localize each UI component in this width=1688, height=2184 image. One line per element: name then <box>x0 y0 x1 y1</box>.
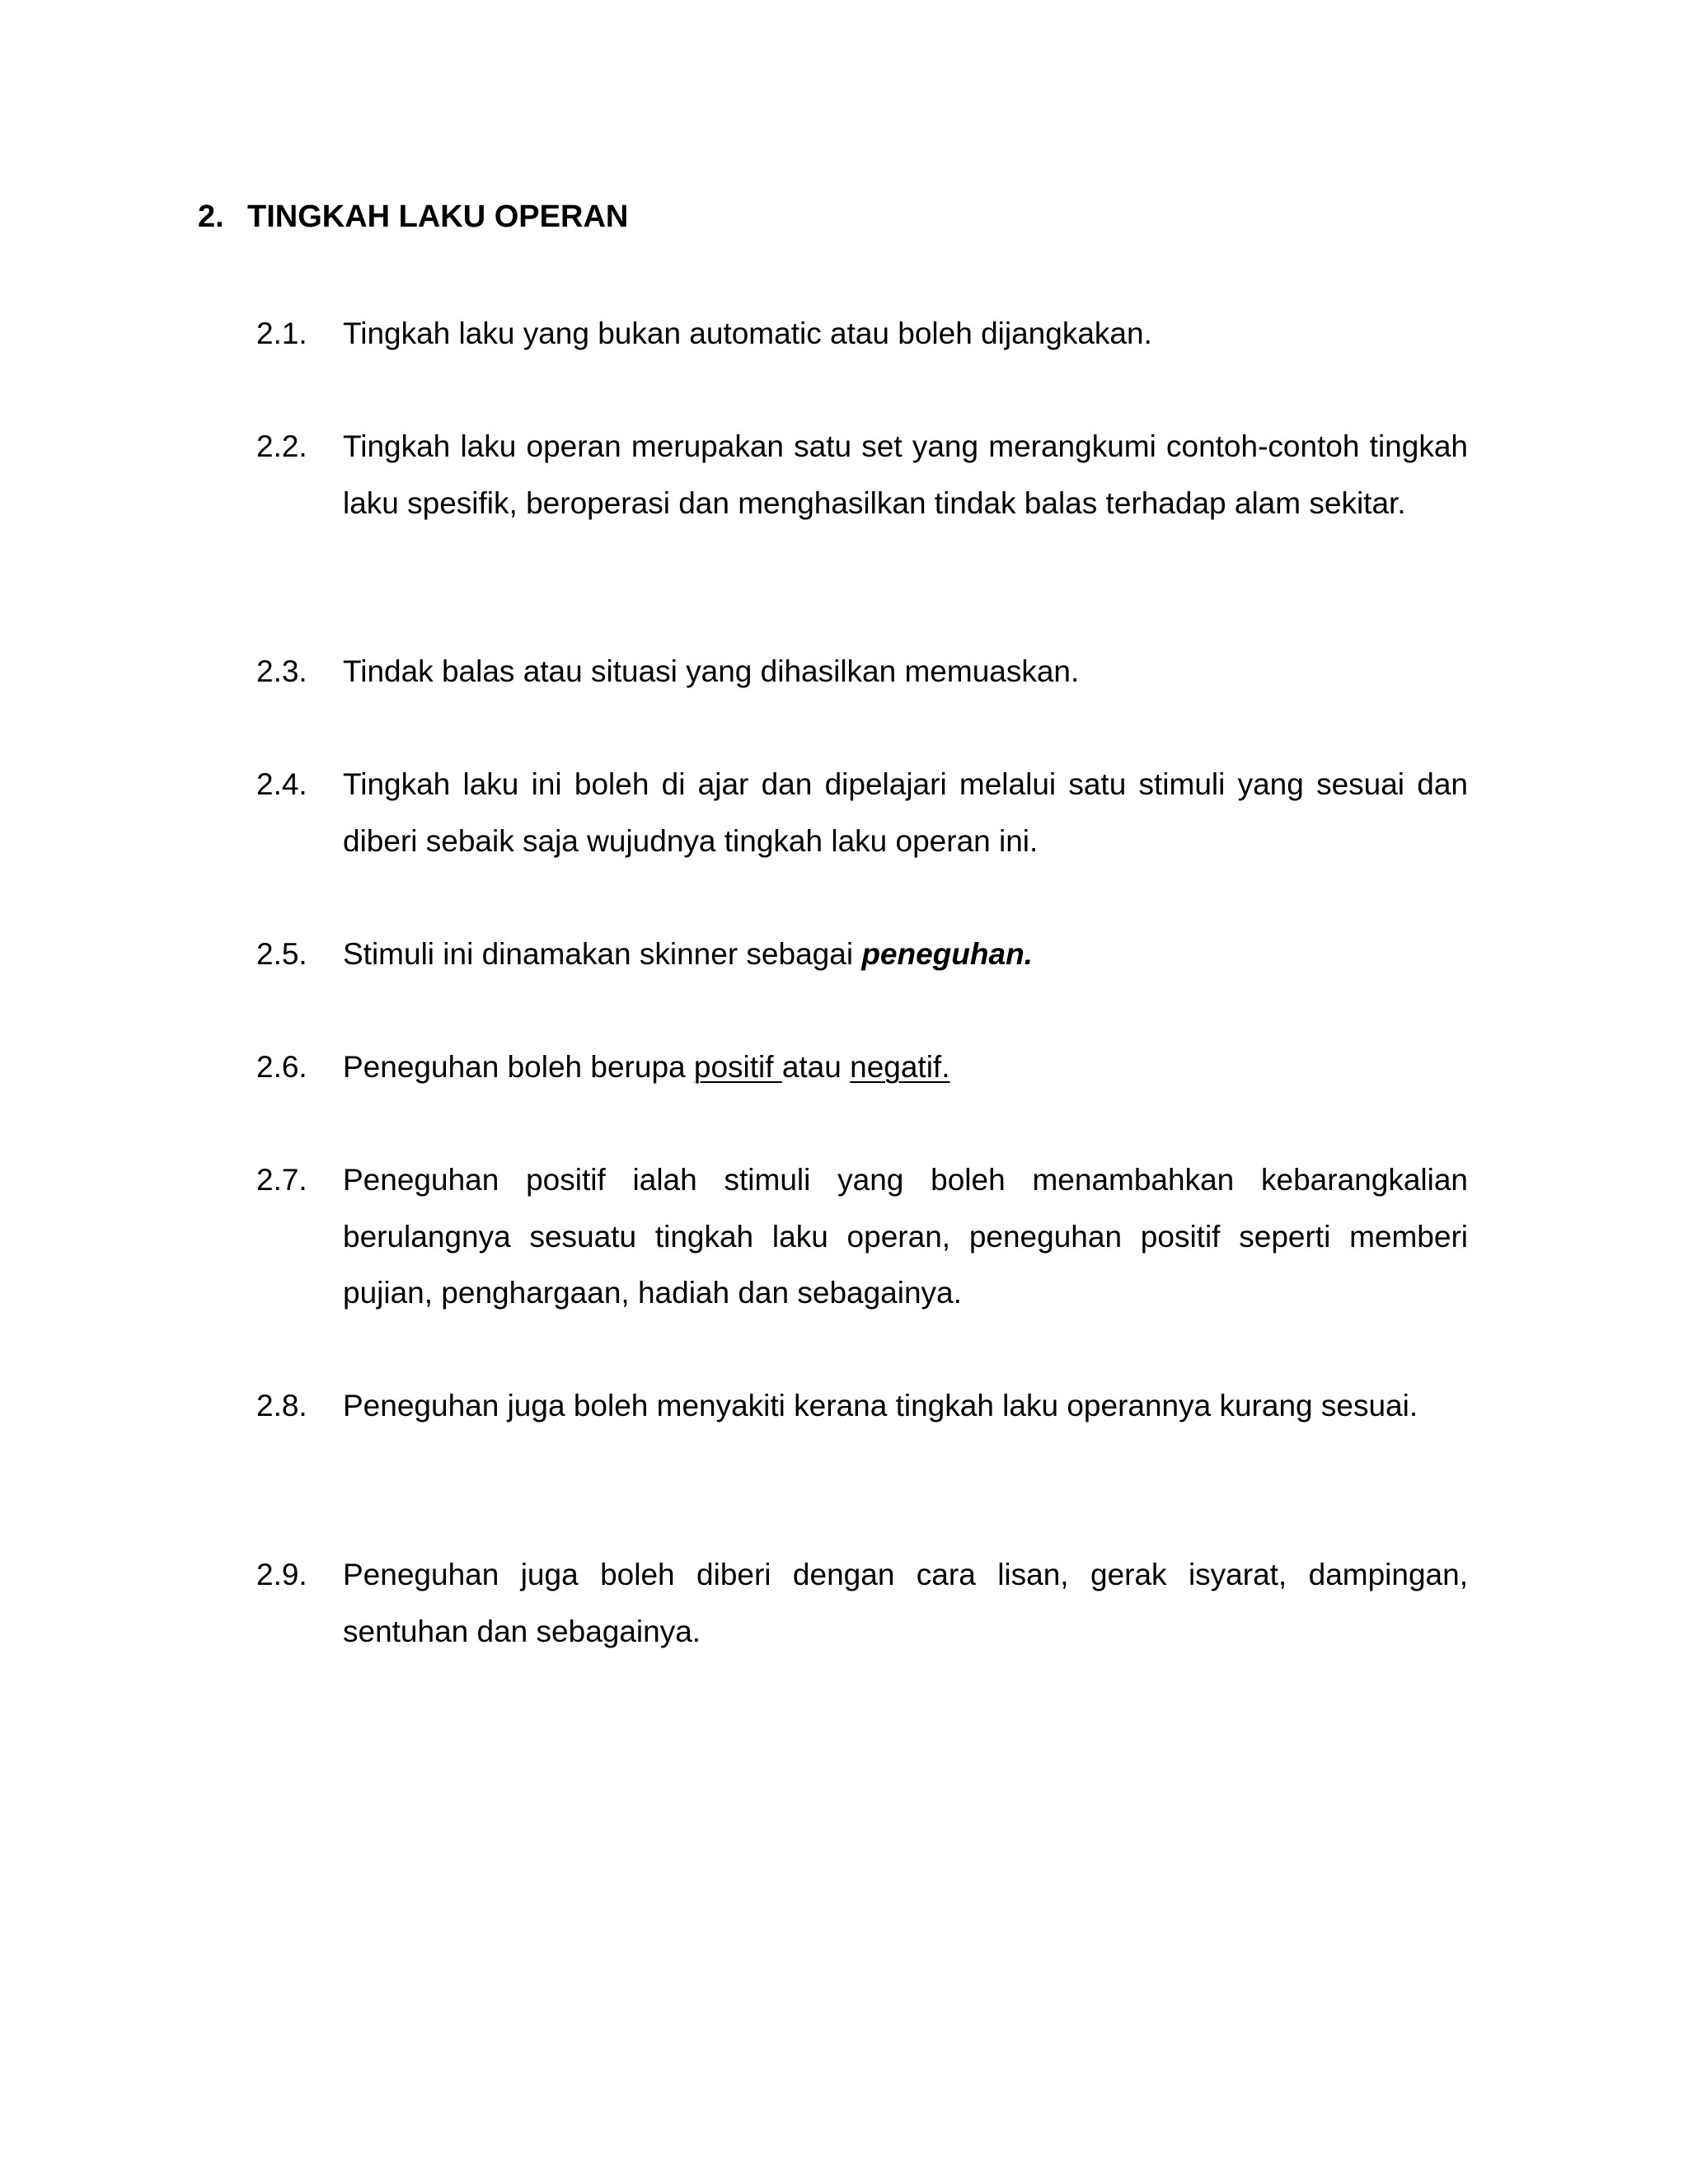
item-text: Peneguhan juga boleh menyakiti kerana tingkah laku operannya kurang sesuai. <box>343 1389 1418 1422</box>
item-text: Peneguhan positif ialah stimuli yang boleh menambahkan kebarangkalian berulangnya sesuatu tingkah laku operan, peneguhan positif seperti memberi pujian, penghargaan, hadiah dan sebagainya. <box>343 1163 1468 1310</box>
list-item-2-6 <box>256 1039 1468 1096</box>
section-heading <box>198 194 628 239</box>
item-number: 2.6. <box>256 1050 307 1084</box>
list-item-2-5 <box>256 926 1468 983</box>
item-text: Peneguhan juga boleh diberi dengan cara lisan, gerak isyarat, dampingan, sentuhan dan sebagainya. <box>343 1558 1468 1648</box>
item-number: 2.3. <box>256 654 307 688</box>
list-item-2-9 <box>256 1547 1468 1660</box>
item-number: 2.9. <box>256 1558 307 1591</box>
item-text: Tingkah laku ini boleh di ajar dan dipelajari melalui satu stimuli yang sesuai dan diberi sebaik saja wujudnya tingkah laku operan ini. <box>343 767 1468 858</box>
item-number: 2.1. <box>256 316 307 350</box>
list-item-2-7 <box>256 1152 1468 1322</box>
item-number: 2.4. <box>256 767 307 801</box>
emphasis-term: peneguhan. <box>861 937 1033 971</box>
underlined-term-negatif: negatif. <box>850 1050 950 1084</box>
item-number: 2.5. <box>256 937 307 971</box>
list-item-2-3 <box>256 644 1468 701</box>
item-number: 2.2. <box>256 429 307 463</box>
item-number: 2.7. <box>256 1163 307 1197</box>
section-title: TINGKAH LAKU OPERAN <box>247 199 629 234</box>
item-text <box>343 926 1468 983</box>
list-item-2-2 <box>256 419 1468 532</box>
item-text-plain: Stimuli ini dinamakan skinner sebagai <box>343 937 862 971</box>
list-item-2-8 <box>256 1378 1468 1435</box>
item-text-middle: atau <box>781 1050 851 1084</box>
item-text <box>343 1039 1468 1096</box>
item-text: Tingkah laku operan merupakan satu set yang merangkumi contoh-contoh tingkah laku spesifik, beroperasi dan menghasilkan tindak balas terhadap alam sekitar. <box>343 429 1468 520</box>
list-item-2-4 <box>256 757 1468 869</box>
item-text: Tingkah laku yang bukan automatic atau boleh dijangkakan. <box>343 316 1152 350</box>
underlined-term-positif: positif <box>693 1050 782 1084</box>
item-text: Tindak balas atau situasi yang dihasilkan memuaskan. <box>343 654 1080 688</box>
item-number: 2.8. <box>256 1389 307 1422</box>
item-text-plain: Peneguhan boleh berupa <box>343 1050 694 1084</box>
section-number: 2. <box>198 199 224 234</box>
list-item-2-1 <box>256 306 1468 363</box>
